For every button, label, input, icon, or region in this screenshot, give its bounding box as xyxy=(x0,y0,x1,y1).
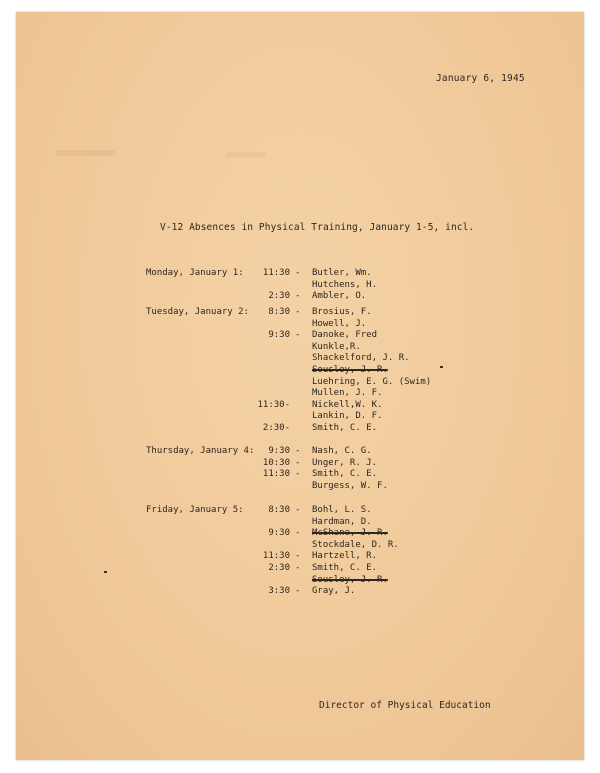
document-page xyxy=(16,12,584,760)
day-label: Thursday, January 4: xyxy=(146,446,255,456)
time-slot: 11:30 xyxy=(262,551,290,562)
time-dash: - xyxy=(295,505,301,515)
time-dash: - xyxy=(295,551,301,562)
student-name: Stockdale, D. R. xyxy=(312,539,399,550)
time-slot: 11:30- xyxy=(257,399,290,410)
document-date: January 6, 1945 xyxy=(436,73,525,84)
time-slot: 9:30 xyxy=(268,528,290,539)
paper-smudge xyxy=(56,150,116,156)
document-title: V-12 Absences in Physical Training, January 1-5, incl. xyxy=(160,222,475,233)
ink-mark xyxy=(104,571,107,573)
time-slot: 8:30 xyxy=(268,307,290,317)
time-dash: - xyxy=(295,469,301,480)
day-label: Friday, January 5: xyxy=(146,505,244,515)
time-dash: - xyxy=(295,330,301,341)
time-dash: - xyxy=(295,446,301,456)
signature-line: Director of Physical Education xyxy=(319,700,491,711)
time-slot: 9:30 xyxy=(268,446,290,456)
student-name: Hardman, D. xyxy=(312,516,372,527)
student-name: Nickell,W. K. xyxy=(312,399,383,410)
struck-student-name: Sousley, J. R. xyxy=(312,365,388,375)
student-name: Smith, C. E. xyxy=(312,469,378,480)
student-name: Nash, C. G. xyxy=(312,446,372,456)
student-name: Ambler, O. xyxy=(312,291,367,302)
time-dash: - xyxy=(295,268,301,278)
day-label: Tuesday, January 2: xyxy=(146,307,249,317)
time-dash: - xyxy=(295,586,301,597)
paper-smudge xyxy=(226,152,266,157)
student-name: Hutchens, H. xyxy=(312,279,378,290)
student-name: Bohl, L. S. xyxy=(312,505,372,515)
student-name: Danoke, Fred xyxy=(312,330,378,341)
time-slot: 8:30 xyxy=(268,505,290,515)
time-slot: 11:30 xyxy=(262,469,290,480)
time-dash: - xyxy=(295,457,301,468)
student-name: Smith, C. E. xyxy=(312,563,378,573)
time-slot: 10:30 xyxy=(262,457,290,468)
ink-mark xyxy=(440,366,443,368)
time-slot: 3:30 xyxy=(268,586,290,597)
student-name: Luehring, E. G. (Swim) xyxy=(312,376,432,387)
time-dash: - xyxy=(295,528,301,539)
student-name: Mullen, J. F. xyxy=(312,388,383,399)
student-name: Gray, J. xyxy=(312,586,356,597)
student-name: Hartzell, R. xyxy=(312,551,378,562)
student-name: Kunkle,R. xyxy=(312,341,361,352)
student-name: Lankin, D. F. xyxy=(312,411,383,422)
time-dash: - xyxy=(295,307,301,317)
time-dash: - xyxy=(295,563,301,573)
time-slot: 2:30- xyxy=(262,423,290,433)
student-name: Brosius, F. xyxy=(312,307,372,317)
time-slot: 2:30 xyxy=(268,291,290,302)
student-name: Burgess, W. F. xyxy=(312,480,388,491)
student-name: Butler, Wm. xyxy=(312,268,372,278)
struck-student-name: Sousley, J. R. xyxy=(312,574,388,585)
student-name: Smith, C. E. xyxy=(312,423,378,433)
student-name: Howell, J. xyxy=(312,318,367,329)
student-name: Unger, R. J. xyxy=(312,457,378,468)
time-slot: 11:30 xyxy=(262,268,290,278)
student-name: Shackelford, J. R. xyxy=(312,353,410,364)
time-slot: 9:30 xyxy=(268,330,290,341)
day-label: Monday, January 1: xyxy=(146,268,244,278)
time-slot: 2:30 xyxy=(268,563,290,573)
struck-student-name: McShane, J. R. xyxy=(312,528,388,539)
time-dash: - xyxy=(295,291,301,302)
